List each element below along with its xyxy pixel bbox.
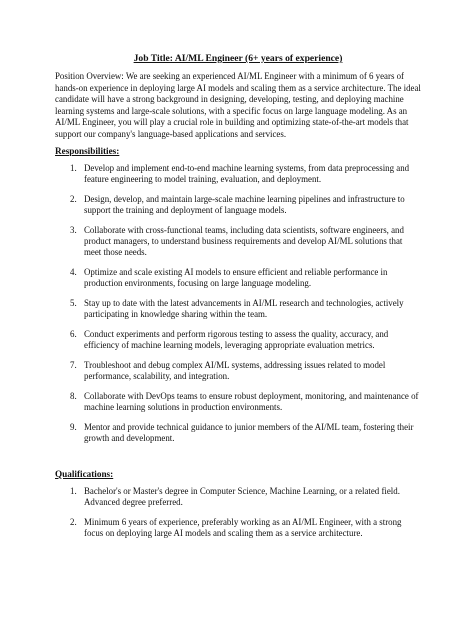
list-number: 7.	[70, 359, 77, 370]
list-number: 8.	[70, 390, 77, 401]
qualifications-list	[55, 486, 421, 540]
responsibility-item	[55, 329, 421, 352]
position-overview: Position Overview: We are seeking an experienced AI/ML Engineer with a minimum of 6 years of hands-on experience in deploying large AI models and scaling them as a service architecture. The ideal candidate will have a strong background in designing, developing, testing, and deploying machine learning systems and large-scale solutions, with a specific focus on large language modeling. As an AI/ML Engineer, you will play a crucial role in building and optimizing state-of-the-art models that support our company's language-based applications and services.	[55, 71, 421, 139]
list-item-text: Collaborate with cross-functional teams, including data scientists, software engineers, and product managers, to understand business requirements and develop AI/ML solutions that meet those needs.	[84, 224, 404, 258]
qualification-item	[55, 486, 421, 509]
list-item-text: Bachelor's or Master's degree in Computer Science, Machine Learning, or a related field. Advanced degree preferred.	[84, 485, 400, 508]
job-title: Job Title: AI/ML Engineer (6+ years of experience)	[133, 53, 343, 64]
responsibility-item	[55, 267, 421, 290]
list-number: 6.	[70, 328, 77, 339]
list-number: 2.	[70, 193, 77, 204]
list-number: 1.	[70, 485, 77, 496]
qualification-item	[55, 517, 421, 540]
list-item-text: Troubleshoot and debug complex AI/ML systems, addressing issues related to model performance, scalability, and integration.	[84, 359, 386, 382]
list-item-text: Develop and implement end-to-end machine learning systems, from data preprocessing and feature engineering to model training, evaluation, and deployment.	[84, 162, 410, 184]
list-number: 1.	[70, 162, 77, 173]
list-number: 4.	[70, 266, 77, 277]
responsibilities-list	[55, 163, 421, 445]
responsibility-item	[55, 422, 421, 445]
list-number: 9.	[70, 421, 77, 432]
responsibility-item	[55, 163, 421, 186]
responsibility-item	[55, 194, 421, 217]
list-item-text: Design, develop, and maintain large-scale machine learning pipelines and infrastructure to support the training and deployment of language models.	[84, 193, 405, 215]
list-item-text: Stay up to date with the latest advancements in AI/ML research and technologies, actively participating in knowledge sharing within the team.	[84, 297, 404, 320]
list-item-text: Minimum 6 years of experience, preferably working as an AI/ML Engineer, with a strong focus on deploying large AI models and scaling them as a service architecture.	[84, 516, 402, 539]
document-page	[55, 53, 421, 548]
qualifications-heading: Qualifications:	[55, 468, 114, 479]
responsibility-item	[55, 391, 421, 414]
responsibilities-heading: Responsibilities:	[55, 145, 120, 156]
responsibility-item	[55, 298, 421, 321]
list-item-text: Mentor and provide technical guidance to junior members of the AI/ML team, fostering their growth and development.	[84, 421, 414, 444]
list-item-text: Collaborate with DevOps teams to ensure robust deployment, monitoring, and maintenance of machine learning solutions in production environments.	[84, 390, 419, 413]
list-item-text: Conduct experiments and perform rigorous testing to assess the quality, accuracy, and efficiency of machine learning models, leveraging appropriate evaluation metrics.	[84, 328, 389, 351]
list-number: 3.	[70, 224, 77, 235]
responsibility-item	[55, 225, 421, 259]
list-item-text: Optimize and scale existing AI models to ensure efficient and reliable performance in production environments, focusing on large language modeling.	[84, 266, 388, 289]
responsibility-item	[55, 360, 421, 383]
list-number: 5.	[70, 297, 77, 308]
list-number: 2.	[70, 516, 77, 527]
